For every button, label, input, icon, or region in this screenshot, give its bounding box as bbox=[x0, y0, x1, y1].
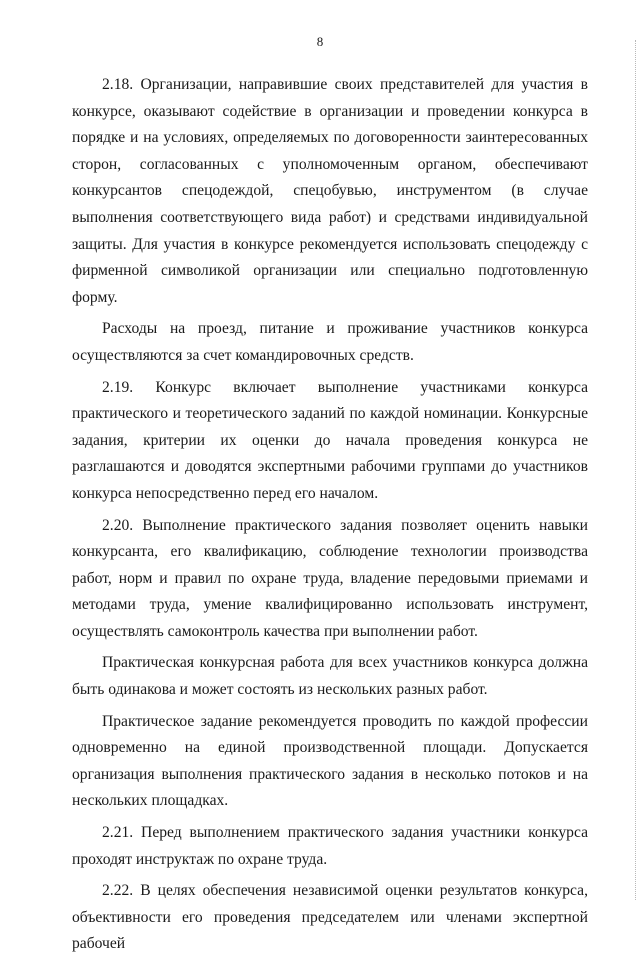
paragraph-2-18: 2.18. Организации, направившие своих представителей для участия в конкурсе, оказывают содействие в организации и проведении конкурса в порядке и на условиях, определяемых по договоренности заинтересованных сторон, согласованных с уполномоченным органом, обеспечивают конкурсантов спецодеждой, спецобувью, инструментом (в случае выполнения соответствующего вида работ) и средствами индивидуальной защиты. Для участия в конкурсе рекомендуется использовать спецодежду с фирменной символикой организации или специально подготовленную форму. bbox=[72, 76, 588, 306]
paragraph-2-20: 2.20. Выполнение практического задания позволяет оценить навыки конкурсанта, его квалификацию, соблюдение технологии производства работ, норм и правил по охране труда, владение передовыми приемами и методами труда, умение квалифицированно использовать инструмент, осуществлять самоконтроль качества при выполнении работ. bbox=[72, 516, 588, 640]
paragraph-travel-expenses: Расходы на проезд, питание и проживание участников конкурса осуществляются за счет командировочных средств. bbox=[72, 320, 588, 364]
paragraph-2-22: 2.22. В целях обеспечения независимой оценки результатов конкурса, объективности его проведения председателем или членами экспертной рабочей bbox=[72, 882, 588, 953]
paragraph-practical-task: Практическое задание рекомендуется проводить по каждой профессии одновременно на единой производственной площади. Допускается организация выполнения практического задания в несколько потоков и на нескольких площадках. bbox=[72, 712, 588, 810]
page-number: 8 bbox=[316, 34, 324, 49]
document-body bbox=[72, 72, 588, 958]
paragraph-2-19: 2.19. Конкурс включает выполнение участниками конкурса практического и теоретического заданий по каждой номинации. Конкурсные задания, критерии их оценки до начала проведения конкурса не разглашаются и доводятся экспертными рабочими группами до участников конкурса непосредственно перед его началом. bbox=[72, 378, 588, 502]
paragraph-2-21: 2.21. Перед выполнением практического задания участники конкурса проходят инструктаж по охране труда. bbox=[72, 824, 588, 868]
scan-edge-line bbox=[635, 40, 636, 900]
paragraph-practical-work: Практическая конкурсная работа для всех участников конкурса должна быть одинакова и может состоять из нескольких разных работ. bbox=[72, 654, 588, 699]
